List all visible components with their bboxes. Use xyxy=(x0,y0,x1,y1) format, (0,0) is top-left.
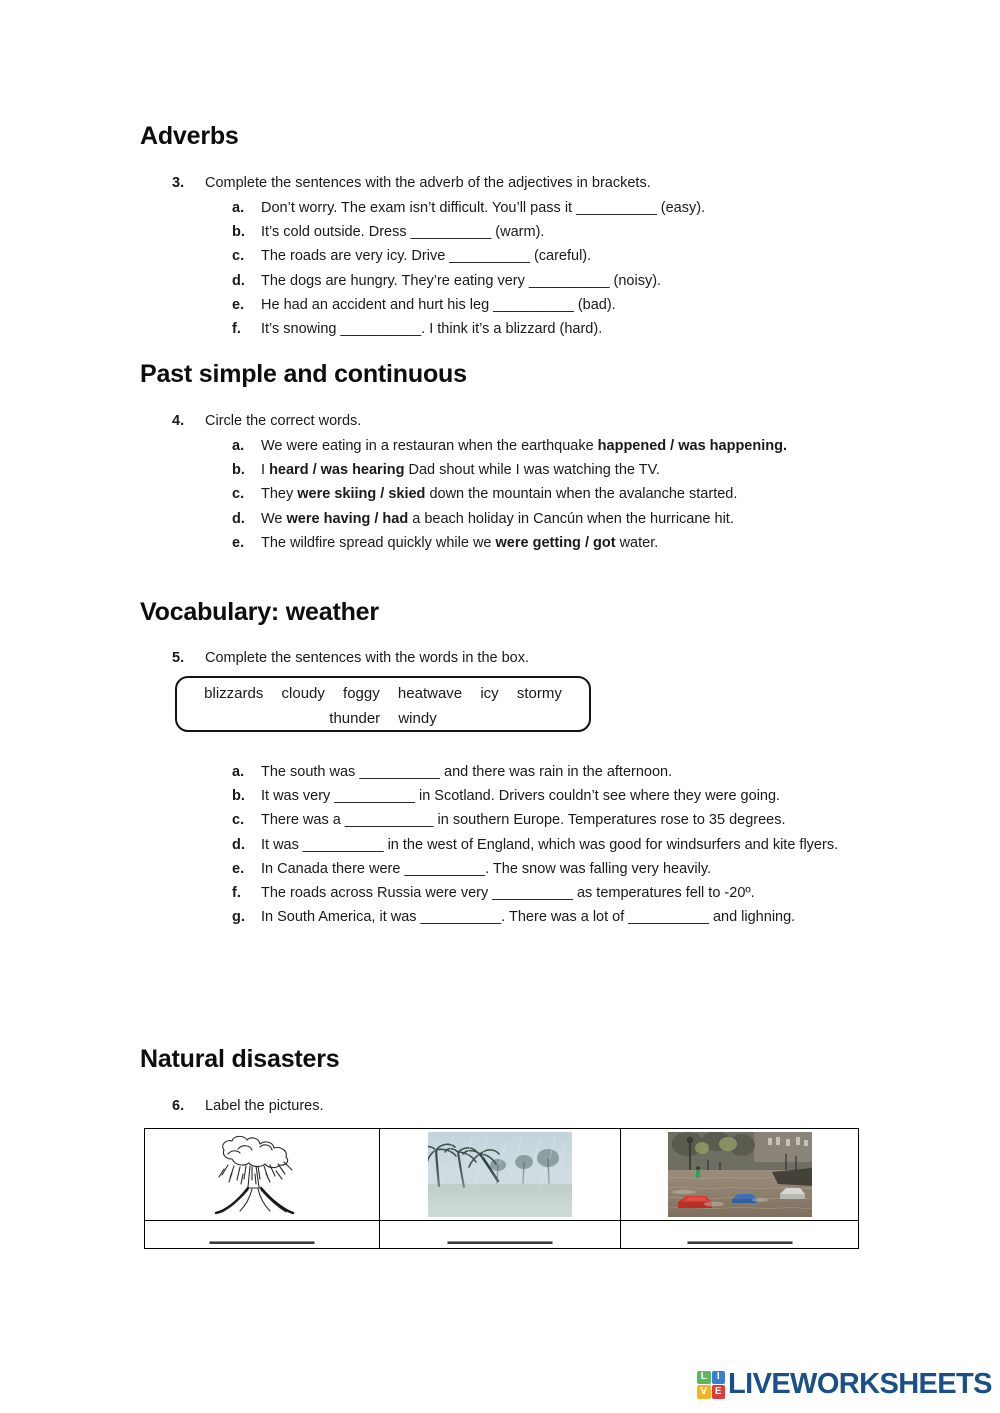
item-letter: g. xyxy=(232,909,245,926)
exercise-3-items xyxy=(172,196,872,341)
list-item xyxy=(232,317,872,341)
answer-cell-3[interactable] xyxy=(621,1221,859,1249)
volcano-eruption-icon xyxy=(198,1133,326,1217)
item-text[interactable]: The roads across Russia were very __________ as temperatures fell to -20º. xyxy=(261,885,755,902)
picture-cell-3 xyxy=(621,1129,859,1221)
item-text[interactable]: The wildfire spread quickly while we were getting / got water. xyxy=(261,534,659,551)
exercise-6-heading xyxy=(172,1097,872,1115)
logo-cell-l: L xyxy=(697,1371,711,1385)
section-title-vocabulary-weather: Vocabulary: weather xyxy=(140,598,379,626)
item-text[interactable]: Don’t worry. The exam isn’t difficult. You’ll pass it __________ (easy). xyxy=(261,200,706,216)
exercise-5-number: 5. xyxy=(172,650,185,666)
item-text[interactable]: The south was __________ and there was rain in the afternoon. xyxy=(261,764,673,780)
answer-line[interactable] xyxy=(448,1241,553,1244)
item-letter: c. xyxy=(232,248,245,265)
table-row-answers xyxy=(145,1221,859,1249)
item-text[interactable]: The dogs are hungry. They’re eating very __________ (noisy). xyxy=(261,272,662,289)
item-letter: d. xyxy=(232,836,245,853)
exercise-3 xyxy=(172,174,872,341)
item-text[interactable]: We were eating in a restauran when the earthquake happened / was happening. xyxy=(261,438,788,454)
item-letter: c. xyxy=(232,812,245,829)
list-item xyxy=(232,808,872,832)
list-item xyxy=(232,293,872,317)
picture-cell-1 xyxy=(145,1129,380,1221)
exercise-3-heading xyxy=(172,174,872,192)
item-letter: a. xyxy=(232,200,245,216)
exercise-6-instruction: Label the pictures. xyxy=(205,1098,324,1114)
item-text[interactable]: In Canada there were __________. The snow was falling very heavily. xyxy=(261,860,712,877)
exercise-3-number: 3. xyxy=(172,175,185,191)
logo-cell-v: V xyxy=(697,1385,711,1399)
section-title-adverbs: Adverbs xyxy=(140,122,239,150)
exercise-5-items xyxy=(172,760,872,929)
list-item xyxy=(232,507,872,531)
section-title-natural-disasters: Natural disasters xyxy=(140,1045,340,1073)
item-letter: b. xyxy=(232,462,245,479)
word-chip[interactable]: blizzards xyxy=(204,685,264,702)
word-chip[interactable]: icy xyxy=(480,685,499,702)
item-letter: b. xyxy=(232,788,245,805)
item-text[interactable]: It was very __________ in Scotland. Drivers couldn’t see where they were going. xyxy=(261,788,781,805)
list-item xyxy=(232,244,872,268)
list-item xyxy=(232,196,872,220)
item-text[interactable]: The roads are very icy. Drive __________ (careful). xyxy=(261,248,592,265)
word-chip[interactable]: thunder xyxy=(329,710,381,727)
word-chip[interactable]: heatwave xyxy=(397,685,463,702)
answer-line[interactable] xyxy=(687,1241,792,1244)
logo-cell-i: I xyxy=(712,1371,726,1385)
item-text[interactable]: We were having / had a beach holiday in Cancún when the hurricane hit. xyxy=(261,510,734,527)
list-item xyxy=(232,269,872,293)
word-chip[interactable]: stormy xyxy=(516,685,562,702)
word-bank-row-2 xyxy=(177,706,589,731)
exercise-5-heading-block xyxy=(172,649,872,667)
word-chip[interactable]: foggy xyxy=(343,685,380,702)
item-letter: a. xyxy=(232,764,245,780)
word-bank-row-1 xyxy=(177,681,589,706)
item-text[interactable]: He had an accident and hurt his leg __________ (bad). xyxy=(261,296,616,313)
list-item xyxy=(232,760,872,784)
exercise-4-heading xyxy=(172,412,872,430)
table-row-pictures xyxy=(145,1129,859,1221)
liveworksheets-brand-text: LIVEWORKSHEETS xyxy=(728,1368,992,1400)
exercise-4 xyxy=(172,412,872,555)
exercise-5-instruction: Complete the sentences with the words in the box. xyxy=(205,650,530,666)
item-letter: e. xyxy=(232,534,245,551)
list-item xyxy=(232,833,872,857)
word-chip[interactable]: cloudy xyxy=(281,685,325,702)
flood-submerged-cars-photo xyxy=(668,1132,812,1217)
list-item xyxy=(232,458,872,482)
exercise-6 xyxy=(172,1097,872,1115)
list-item xyxy=(232,784,872,808)
list-item xyxy=(232,905,872,929)
item-text[interactable]: It was __________ in the west of England, which was good for windsurfers and kite flyers. xyxy=(261,836,839,853)
list-item xyxy=(232,531,872,555)
item-letter: d. xyxy=(232,510,245,527)
item-text[interactable]: There was a ___________ in southern Europe. Temperatures rose to 35 degrees. xyxy=(261,812,786,829)
exercise-4-number: 4. xyxy=(172,413,185,429)
item-letter: f. xyxy=(232,885,241,902)
exercise-6-number: 6. xyxy=(172,1098,185,1114)
picture-cell-2 xyxy=(380,1129,621,1221)
item-letter: e. xyxy=(232,860,245,877)
picture-label-table xyxy=(144,1128,859,1249)
exercise-3-instruction: Complete the sentences with the adverb of the adjectives in brackets. xyxy=(205,175,651,191)
item-text[interactable]: It’s cold outside. Dress __________ (warm). xyxy=(261,224,545,241)
hurricane-storm-photo xyxy=(428,1132,572,1217)
exercise-4-instruction: Circle the correct words. xyxy=(205,413,362,429)
list-item xyxy=(232,881,872,905)
item-text[interactable]: I heard / was hearing Dad shout while I was watching the TV. xyxy=(261,462,660,479)
list-item xyxy=(232,482,872,506)
item-letter: a. xyxy=(232,438,245,454)
item-text[interactable]: It’s snowing __________. I think it’s a blizzard (hard). xyxy=(261,321,603,338)
item-letter: e. xyxy=(232,296,245,313)
logo-cell-e: E xyxy=(712,1385,726,1399)
list-item xyxy=(232,220,872,244)
item-text[interactable]: They were skiing / skied down the mountain when the avalanche started. xyxy=(261,486,738,503)
liveworksheets-logo[interactable] xyxy=(697,1368,992,1401)
section-title-past-simple-continuous: Past simple and continuous xyxy=(140,360,467,388)
item-text[interactable]: In South America, it was __________. There was a lot of __________ and lighning. xyxy=(261,909,796,926)
exercise-5-heading xyxy=(172,649,872,667)
answer-line[interactable] xyxy=(210,1241,315,1244)
answer-cell-2[interactable] xyxy=(380,1221,621,1249)
list-item xyxy=(232,434,872,458)
item-letter: f. xyxy=(232,321,241,338)
item-letter: d. xyxy=(232,272,245,289)
word-bank-box xyxy=(175,676,591,732)
exercise-5-items-block xyxy=(172,760,872,929)
item-letter: b. xyxy=(232,224,245,241)
word-chip[interactable]: windy xyxy=(398,710,437,727)
answer-cell-1[interactable] xyxy=(145,1221,380,1249)
list-item xyxy=(232,857,872,881)
item-letter: c. xyxy=(232,486,245,503)
exercise-4-items xyxy=(172,434,872,555)
liveworksheets-logo-icon xyxy=(697,1371,725,1399)
